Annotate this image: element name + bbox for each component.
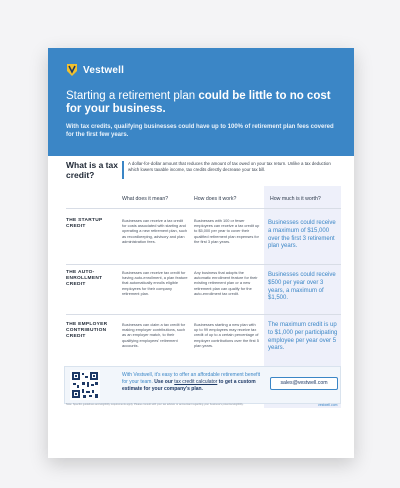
cell-how-startup: Businesses with 100 or fewer employees can receive a tax credit up to $5,000 per year to cover their qualified retirement plan expenses for the first 3 plan years.: [194, 218, 260, 244]
definition-divider: [122, 161, 124, 179]
row-divider: [66, 264, 341, 265]
row-title-startup: THE STARTUP CREDIT: [66, 218, 103, 229]
cta-bold-1: Use our: [154, 379, 175, 385]
cell-meaning-auto-enrollment: Businesses can receive tax credit for having auto-enrollment, a plan feature that automatically enrolls eligible employees for their company retirement plan.: [122, 270, 188, 296]
row-title-employer-contribution: THE EMPLOYER CONTRIBUTION CREDIT: [66, 322, 108, 339]
row-title-auto-enrollment: THE AUTO-ENROLLMENT CREDIT: [66, 270, 103, 287]
definition-text: A dollar-for-dollar amount that reduces the amount of tax owed on your tax return. Unlike a tax deduction which lowers taxable income, tax credits directly decrease your tax bill.: [128, 161, 331, 172]
row-divider: [66, 314, 341, 315]
qr-code-icon[interactable]: [70, 370, 100, 400]
brand-name: Vestwell: [83, 64, 125, 76]
website-link[interactable]: vestwell.com: [318, 403, 338, 407]
definition-term: What is a tax credit?: [66, 160, 118, 180]
cta-bold-2: to get a custom estimate for your company's plan.: [122, 379, 256, 392]
tax-credit-calculator-link[interactable]: tax credit calculator: [174, 379, 218, 385]
header-how: How does it work?: [194, 196, 237, 202]
cta-plain: With Vestwell, it's easy to offer an affordable retirement benefit for your team.: [122, 372, 261, 385]
sales-email-button[interactable]: sales@vestwell.com: [270, 377, 338, 390]
headline-bold: could be little to no cost for your business.: [66, 90, 331, 115]
footnote: Note: Specific guidelines and eligibility requirements apply. Please consult with your tax advisor or accountant regarding your business's potential eligibility.: [66, 403, 244, 406]
cell-meaning-employer-contribution: Businesses can claim a tax credit for making employer contributions, such as an employer match, to their qualifying employees' retirement accounts.: [122, 322, 186, 348]
headline-plain: Starting a retirement plan: [66, 90, 199, 102]
header-worth: How much is it worth?: [270, 196, 321, 202]
cell-meaning-startup: Businesses can receive a tax credit for costs associated with starting and operating a new retirement plan, such as recordkeeping, advisory and plan administration fees.: [122, 218, 188, 244]
cell-worth-startup: Businesses could receive a maximum of $15,000 over the first 3 retirement plan years.: [268, 220, 336, 250]
cta-text: [122, 372, 262, 393]
subhead: With tax credits, qualifying businesses could have up to 100% of retirement plan fees covered for the first few years.: [66, 124, 334, 138]
header-meaning: What does it mean?: [122, 196, 169, 202]
page-content: [48, 48, 354, 458]
cell-how-employer-contribution: Businesses starting a new plan with up to 99 employees may receive tax credit of up to a certain percentage of employer contributions over the first 5 plan years.: [194, 322, 259, 348]
cell-worth-employer-contribution: The maximum credit is up to $1,000 per participating employee per year over 5 years.: [268, 322, 338, 352]
cell-how-auto-enrollment: Any business that adopts the automatic enrollment feature for their existing retirement plan or a new retirement plan can qualify for the auto-enrollment tax credit.: [194, 270, 258, 296]
cell-worth-auto-enrollment: Businesses could receive $500 per year over 3 years, a maximum of $1,500.: [268, 272, 336, 302]
row-divider: [66, 208, 341, 209]
